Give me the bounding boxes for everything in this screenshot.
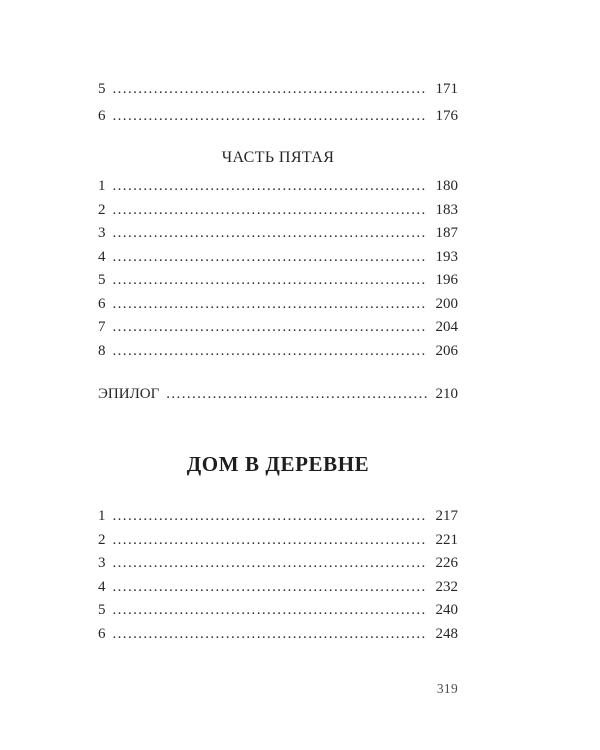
toc-entry-page: 240 [435, 602, 458, 618]
toc-part-five-entries [98, 175, 458, 363]
dot-leader [113, 505, 428, 529]
toc-entry-number: 6 [98, 295, 106, 312]
toc-entry-page: 206 [435, 342, 458, 359]
toc-entry-number: 3 [98, 555, 106, 571]
toc-entry [98, 222, 458, 246]
toc-entry [98, 505, 458, 529]
toc-entry-number: 2 [98, 201, 106, 218]
toc-entry [98, 246, 458, 270]
toc-entry [98, 76, 458, 103]
dot-leader [113, 199, 428, 223]
toc-entry-number: 4 [98, 578, 106, 595]
page-folio-number: 319 [436, 681, 458, 696]
toc-entry-page: 210 [435, 386, 458, 402]
toc-entry [98, 552, 458, 576]
toc-entry-page: 193 [435, 248, 458, 265]
dot-leader [113, 76, 428, 103]
toc-entry-number: 4 [98, 248, 106, 265]
toc-entry-number: 1 [98, 178, 106, 194]
toc-entry-page: 221 [435, 531, 458, 548]
toc-entry-page: 176 [435, 108, 458, 124]
toc-entry-number: 1 [98, 508, 106, 524]
toc-entry-page: 171 [435, 81, 458, 97]
toc-entry [98, 623, 458, 647]
toc-tail-entries [98, 76, 458, 130]
toc-entry [98, 529, 458, 553]
toc-entry-number: 5 [98, 81, 106, 97]
dot-leader [113, 623, 428, 647]
toc-entry-page: 232 [435, 578, 458, 595]
toc-entry-number: 3 [98, 225, 106, 241]
toc-entry [98, 293, 458, 317]
toc-entry [98, 199, 458, 223]
toc-entry-page: 248 [435, 625, 458, 642]
toc-entry-number: 5 [98, 602, 106, 618]
toc-entry-page: 187 [435, 225, 458, 241]
toc-entry-title: ЭПИЛОГ [98, 386, 160, 402]
dot-leader [113, 576, 428, 600]
dot-leader [113, 246, 428, 270]
toc-entry-number: 6 [98, 625, 106, 642]
toc-entry [98, 103, 458, 130]
toc-entry-number: 7 [98, 319, 106, 335]
dot-leader [113, 316, 428, 340]
toc-entry-number: 5 [98, 272, 106, 288]
dot-leader [113, 269, 428, 293]
dot-leader [113, 175, 428, 199]
toc-entry [98, 340, 458, 364]
toc-entry-number: 6 [98, 108, 106, 124]
toc-entry [98, 576, 458, 600]
book-title-heading: ДОМ В ДЕРЕВНЕ [186, 452, 370, 476]
toc-entry [98, 316, 458, 340]
dot-leader [113, 103, 428, 130]
toc-entry [98, 175, 458, 199]
dot-leader [113, 293, 428, 317]
dot-leader [113, 599, 428, 623]
dot-leader [166, 383, 427, 407]
toc-entry-page: 180 [435, 178, 458, 194]
dot-leader [113, 552, 428, 576]
toc-section2-entries [98, 505, 458, 646]
toc-epilog [98, 383, 458, 407]
part-five-heading: ЧАСТЬ ПЯТАЯ [221, 149, 335, 166]
toc-entry [98, 383, 458, 407]
toc-entry-page: 204 [435, 319, 458, 335]
dot-leader [113, 340, 428, 364]
toc-entry-page: 183 [435, 201, 458, 218]
toc-entry-page: 196 [435, 272, 458, 288]
dot-leader [113, 222, 428, 246]
toc-entry-number: 8 [98, 342, 106, 359]
toc-entry-number: 2 [98, 531, 106, 548]
toc-entry-page: 226 [435, 555, 458, 571]
toc-entry-page: 217 [435, 508, 458, 524]
toc-entry [98, 599, 458, 623]
toc-entry [98, 269, 458, 293]
dot-leader [113, 529, 428, 553]
toc-entry-page: 200 [435, 295, 458, 312]
